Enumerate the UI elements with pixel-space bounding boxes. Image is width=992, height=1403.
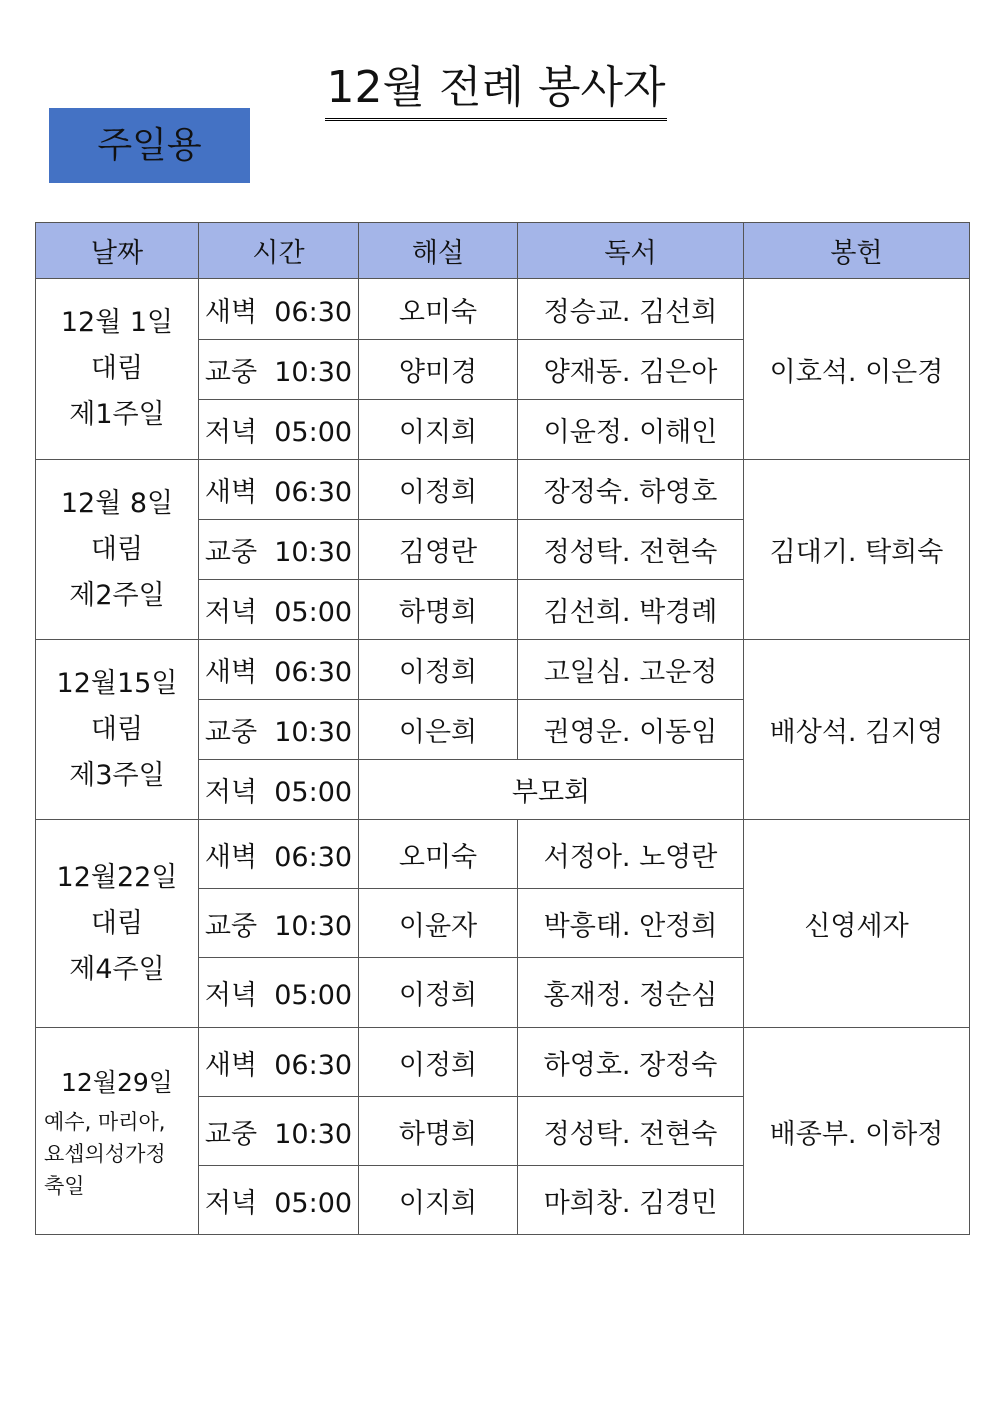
date-line: 대림 [90, 353, 144, 384]
table-row [36, 640, 970, 700]
reading-cell: 홍재정. 정순심 [518, 958, 744, 1028]
commentary-cell: 양미경 [359, 340, 518, 400]
time-cell: 저녁 05:00 [199, 760, 359, 820]
time-cell: 교중 10:30 [199, 340, 359, 400]
date-line: 요셉의성가정 [44, 1142, 166, 1166]
commentary-cell: 이은희 [359, 700, 518, 760]
time-cell: 교중 10:30 [199, 1097, 359, 1166]
date-line: 예수, 마리아, [44, 1110, 166, 1134]
header-time: 시간 [199, 223, 359, 279]
commentary-cell: 이윤자 [359, 889, 518, 958]
table-row [36, 820, 970, 889]
date-line: 12월 8일 [60, 487, 174, 519]
reading-cell: 김선희. 박경례 [518, 580, 744, 640]
time-cell: 저녁 05:00 [199, 1166, 359, 1235]
date-line: 대림 [90, 907, 144, 939]
date-cell [36, 820, 199, 1028]
reading-cell: 하영호. 장정숙 [518, 1028, 744, 1097]
offering-cell: 이호석. 이은경 [744, 279, 970, 460]
time-cell: 새벽 06:30 [199, 460, 359, 520]
table-row [36, 460, 970, 520]
date-line: 축일 [44, 1174, 85, 1198]
sunday-badge: 주일용 [49, 108, 250, 183]
offering-cell: 배상석. 김지영 [744, 640, 970, 820]
commentary-cell: 이정희 [359, 460, 518, 520]
commentary-cell: 이지희 [359, 400, 518, 460]
date-line: 12월29일 [61, 1068, 173, 1097]
commentary-cell: 하명희 [359, 1097, 518, 1166]
offering-cell: 신영세자 [744, 820, 970, 1028]
commentary-cell: 이정희 [359, 640, 518, 700]
commentary-cell: 하명희 [359, 580, 518, 640]
commentary-cell: 오미숙 [359, 820, 518, 889]
time-cell: 저녁 05:00 [199, 958, 359, 1028]
date-line: 12월 1일 [60, 307, 174, 338]
reading-cell: 장정숙. 하영호 [518, 460, 744, 520]
reading-cell: 서정아. 노영란 [518, 820, 744, 889]
commentary-cell: 김영란 [359, 520, 518, 580]
reading-cell: 양재동. 김은아 [518, 340, 744, 400]
offering-cell: 배종부. 이하정 [744, 1028, 970, 1235]
time-cell: 교중 10:30 [199, 889, 359, 958]
reading-cell: 권영운. 이동임 [518, 700, 744, 760]
time-cell: 교중 10:30 [199, 700, 359, 760]
table-row [36, 279, 970, 340]
reading-cell: 정성탁. 전현숙 [518, 520, 744, 580]
commentary-cell: 오미숙 [359, 279, 518, 340]
date-line: 제1주일 [69, 399, 165, 430]
date-line: 12월22일 [56, 861, 178, 893]
reading-cell: 박흥태. 안정희 [518, 889, 744, 958]
offering-cell: 김대기. 탁희숙 [744, 460, 970, 640]
time-cell: 새벽 06:30 [199, 1028, 359, 1097]
reading-cell: 정성탁. 전현숙 [518, 1097, 744, 1166]
date-line: 대림 [90, 533, 144, 565]
time-cell: 교중 10:30 [199, 520, 359, 580]
commentary-cell: 이정희 [359, 1028, 518, 1097]
reading-cell: 이윤정. 이해인 [518, 400, 744, 460]
time-cell: 새벽 06:30 [199, 820, 359, 889]
table-row [36, 1028, 970, 1097]
header-commentary: 해설 [359, 223, 518, 279]
reading-cell: 정승교. 김선희 [518, 279, 744, 340]
date-line: 12월15일 [56, 667, 178, 699]
header-offering: 봉헌 [744, 223, 970, 279]
date-cell [36, 1028, 199, 1235]
date-cell [36, 279, 199, 460]
date-line: 제2주일 [69, 579, 165, 611]
date-line: 대림 [90, 713, 144, 745]
reading-cell: 마희창. 김경민 [518, 1166, 744, 1235]
time-cell: 새벽 06:30 [199, 279, 359, 340]
date-line: 제3주일 [69, 759, 165, 791]
header-reading: 독서 [518, 223, 744, 279]
date-cell [36, 460, 199, 640]
time-cell: 새벽 06:30 [199, 640, 359, 700]
schedule-table [35, 222, 970, 1235]
header-row [36, 223, 970, 279]
commentary-cell: 이지희 [359, 1166, 518, 1235]
merged-cell: 부모회 [359, 760, 744, 820]
date-cell [36, 640, 199, 820]
time-cell: 저녁 05:00 [199, 580, 359, 640]
commentary-cell: 이정희 [359, 958, 518, 1028]
header-date: 날짜 [36, 223, 199, 279]
time-cell: 저녁 05:00 [199, 400, 359, 460]
page-title: 12월 전례 봉사자 [0, 58, 992, 121]
reading-cell: 고일심. 고운정 [518, 640, 744, 700]
date-line: 제4주일 [69, 953, 165, 985]
